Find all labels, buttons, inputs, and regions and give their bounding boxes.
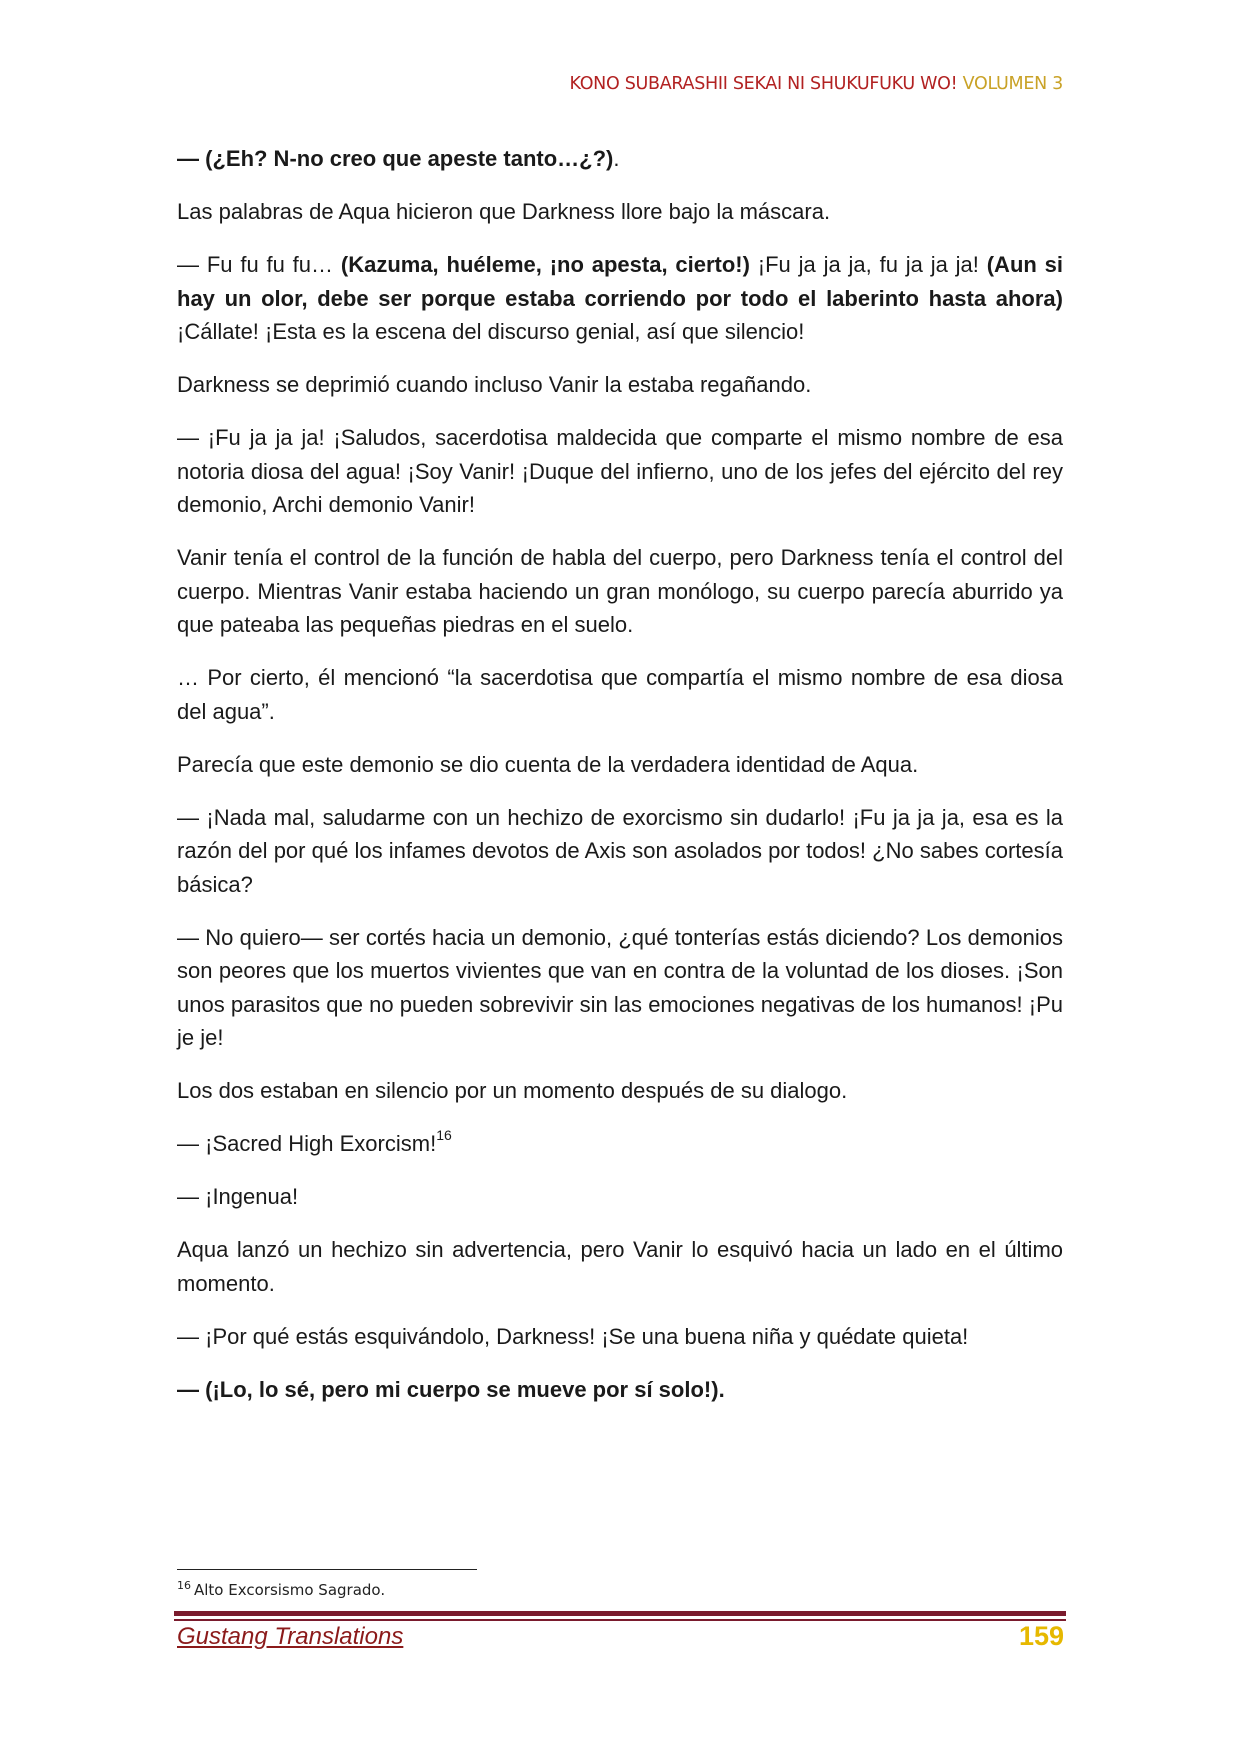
text-run: — ¡Nada mal, saludarme con un hechizo de exorcismo sin dudarlo! ¡Fu ja ja ja, esa es la razón del por qué los infames devotos de Axis son asolados por todos! ¿No sabes cortesía básica? bbox=[177, 804, 1063, 897]
paragraph bbox=[177, 1320, 1063, 1354]
footer-rule bbox=[174, 1611, 1066, 1616]
paragraph bbox=[177, 1074, 1063, 1108]
text-run: … Por cierto, él mencionó “la sacerdotisa que compartía el mismo nombre de esa diosa del agua”. bbox=[177, 665, 1063, 724]
text-run: — ¡Fu ja ja ja! ¡Saludos, sacerdotisa maldecida que comparte el mismo nombre de esa notoria diosa del agua! ¡Soy Vanir! ¡Duque del infierno, uno de los jefes del ejército del rey demonio, Archi demonio Vanir! bbox=[177, 425, 1063, 517]
text-run: — ¡Sacred High Exorcism! bbox=[177, 1131, 437, 1156]
footnote-text: Alto Excorsismo Sagrado. bbox=[194, 1581, 386, 1599]
footnote-reference: 16 bbox=[436, 1127, 452, 1143]
paragraph bbox=[177, 921, 1063, 1055]
footnote-number: 16 bbox=[177, 1579, 191, 1592]
text-run: ¡Fu ja ja ja, fu ja ja ja! bbox=[749, 252, 987, 277]
running-header bbox=[569, 74, 1063, 94]
paragraph bbox=[177, 195, 1063, 229]
text-run: Darkness se deprimió cuando incluso Vanir la estaba regañando. bbox=[177, 372, 812, 397]
paragraph bbox=[177, 661, 1063, 728]
text-run: — No quiero— ser cortés hacia un demonio, ¿qué tonterías estás diciendo? Los demonios son peores que los muertos vivientes que van en contra de la voluntad de los dioses. ¡Son unos parasitos que no pueden sobrevivir sin las emociones negativas de los humanos! ¡Pu je je! bbox=[177, 924, 1063, 1050]
bold-text: . bbox=[718, 1376, 725, 1402]
footer-rule-thin bbox=[174, 1619, 1066, 1621]
bold-text: — bbox=[177, 146, 206, 171]
paragraph bbox=[177, 248, 1063, 349]
paragraph bbox=[177, 1373, 1063, 1407]
publisher-name: Gustang Translations bbox=[177, 1623, 404, 1650]
paragraph bbox=[177, 368, 1063, 402]
bold-text: (Aun si hay un olor, debe ser porque estaba corriendo por todo el laberinto hasta ahora) bbox=[177, 252, 1064, 311]
text-run: Parecía que este demonio se dio cuenta de la verdadera identidad de Aqua. bbox=[177, 751, 919, 777]
paragraph bbox=[177, 1180, 1063, 1214]
paragraph bbox=[177, 801, 1063, 902]
text-run: . bbox=[613, 146, 620, 171]
bold-text: (Kazuma, huéleme, ¡no apesta, cierto!) bbox=[340, 252, 750, 277]
footnote-separator bbox=[177, 1569, 477, 1570]
text-run: ¡Cállate! ¡Esta es la escena del discurso genial, así que silencio! bbox=[177, 319, 805, 344]
body-text bbox=[177, 142, 1063, 1426]
bold-text: (¿Eh? N-no creo que apeste tanto…¿?) bbox=[205, 146, 614, 171]
header-series-title: KONO SUBARASHII SEKAI NI SHUKUFUKU WO! bbox=[569, 74, 963, 94]
paragraph bbox=[177, 1127, 1063, 1161]
paragraph bbox=[177, 421, 1063, 522]
text-run: — ¡Ingenua! bbox=[177, 1184, 299, 1209]
text-run: Vanir tenía el control de la función de habla del cuerpo, pero Darkness tenía el control del cuerpo. Mientras Vanir estaba haciendo un gran monólogo, su cuerpo parecía aburrido ya que pateaba las pequeñas piedras en el suelo. bbox=[177, 545, 1063, 637]
text-run: Las palabras de Aqua hicieron que Darkness llore bajo la máscara. bbox=[177, 199, 831, 224]
bold-text: (¡Lo, lo sé, pero mi cuerpo se mueve por sí solo!) bbox=[205, 1376, 719, 1402]
bold-text: — bbox=[177, 1376, 206, 1402]
paragraph bbox=[177, 142, 1063, 176]
text-run: Los dos estaban en silencio por un momento después de su dialogo. bbox=[177, 1078, 848, 1103]
footnote bbox=[177, 1581, 385, 1599]
text-run: — Fu fu fu fu… bbox=[177, 252, 341, 277]
header-volume: VOLUMEN 3 bbox=[962, 74, 1063, 94]
text-run: Aqua lanzó un hechizo sin advertencia, pero Vanir lo esquivó hacia un lado en el último momento. bbox=[177, 1237, 1063, 1296]
page-number: 159 bbox=[1018, 1621, 1064, 1651]
paragraph bbox=[177, 748, 1063, 782]
text-run: — ¡Por qué estás esquivándolo, Darkness! ¡Se una buena niña y quédate quieta! bbox=[177, 1323, 969, 1349]
paragraph bbox=[177, 1233, 1063, 1300]
paragraph bbox=[177, 541, 1063, 642]
